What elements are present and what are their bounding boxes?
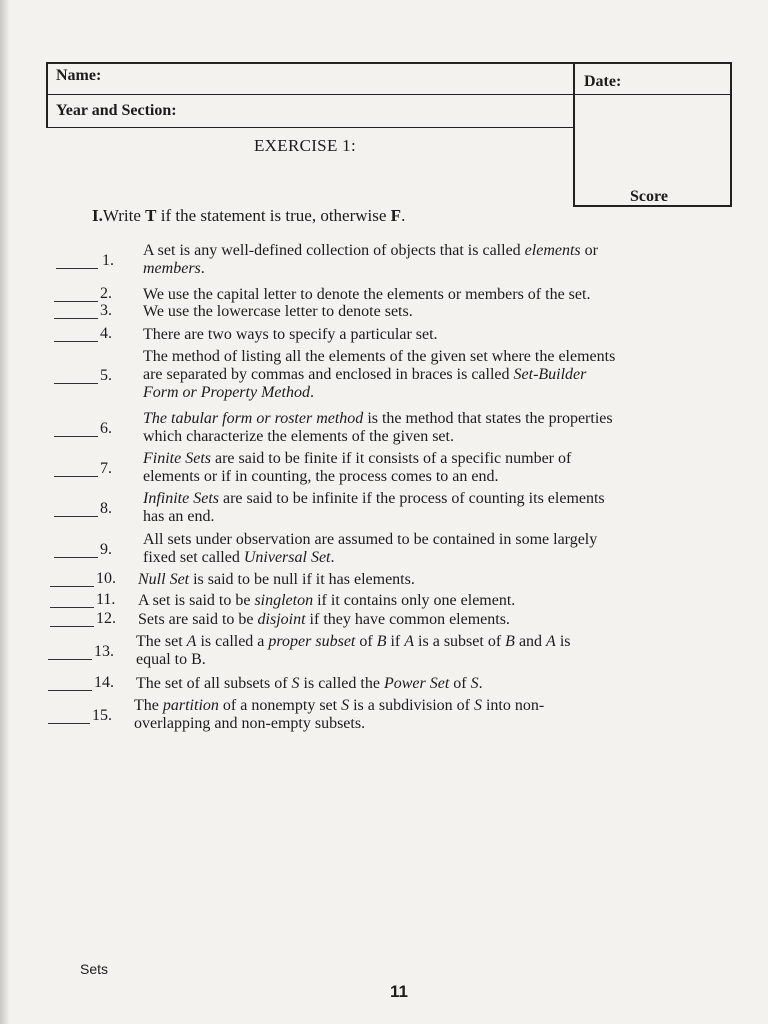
question-text-line: members. [143, 260, 205, 277]
italic-term: A [404, 633, 415, 650]
question-number: 14. [94, 674, 114, 691]
question-text-line: equal to B. [136, 651, 206, 668]
question-text [143, 286, 590, 304]
name-label: Name: [56, 67, 102, 84]
answer-blank[interactable] [50, 586, 94, 587]
instruction-t: T [145, 206, 157, 225]
answer-blank[interactable] [54, 341, 98, 342]
italic-term: members [143, 260, 201, 277]
instruction-prefix: I. [92, 206, 103, 225]
question-text-line: has an end. [143, 508, 215, 525]
header-top-border [46, 62, 732, 64]
question-text-line: The set A is called a proper subset of B if A is a subset of B and A is [136, 633, 571, 650]
italic-term: S [473, 697, 482, 714]
question-text [138, 571, 415, 589]
question-number: 7. [100, 460, 112, 477]
question-text [143, 348, 615, 402]
question-text-line: There are two ways to specify a particular set. [143, 326, 438, 343]
question-number: 5. [100, 367, 112, 384]
answer-blank[interactable] [54, 436, 98, 437]
header-box [46, 62, 732, 207]
question-number: 15. [92, 707, 112, 724]
instruction-text-1: Write [102, 206, 146, 225]
question-text-line: A set is any well-defined collection of objects that is called elements or [143, 242, 598, 259]
page-edge-shadow [0, 0, 10, 1024]
exercise-title: EXERCISE 1: [254, 136, 356, 155]
answer-blank[interactable] [54, 476, 98, 477]
question-number: 9. [100, 541, 112, 558]
italic-term: singleton [254, 592, 314, 609]
instruction-text-3: . [401, 206, 406, 225]
question-number: 10. [96, 570, 116, 587]
answer-blank[interactable] [50, 607, 94, 608]
question-text-line: overlapping and non-empty subsets. [134, 715, 366, 732]
question-text-line: We use the lowercase letter to denote sets. [143, 303, 413, 320]
answer-blank[interactable] [48, 659, 92, 660]
italic-term: B [505, 633, 515, 650]
answer-blank[interactable] [56, 268, 98, 269]
italic-term: A [186, 633, 197, 650]
header-right-border [730, 62, 732, 207]
question-text [143, 531, 597, 567]
answer-blank[interactable] [48, 690, 92, 691]
question-number: 11. [96, 591, 116, 608]
answer-blank[interactable] [54, 383, 98, 384]
question-text-line: The set of all subsets of S is called the Power Set of S. [136, 675, 483, 692]
question-number: 12. [96, 610, 116, 627]
footer-section-label: Sets [80, 961, 109, 977]
question-text-line: Finite Sets are said to be finite if it consists of a specific number of [143, 450, 572, 467]
question-number: 2. [100, 285, 112, 302]
date-label: Date: [584, 73, 622, 90]
answer-blank[interactable] [48, 723, 90, 724]
question-text-line: are separated by commas and enclosed in braces is called Set-Builder [143, 366, 587, 383]
question-text-line: All sets under observation are assumed to be contained in some largely [143, 531, 598, 548]
question-number: 13. [94, 643, 114, 660]
question-text-line: The tabular form or roster method is the method that states the properties [143, 410, 613, 427]
question-text [143, 303, 413, 321]
question-text [136, 675, 483, 693]
year-section-label: Year and Section: [56, 102, 177, 119]
date-column-divider [573, 62, 575, 207]
question-number: 6. [100, 420, 112, 437]
question-text-line: Null Set is said to be null if it has elements. [138, 571, 415, 588]
page-number: 11 [390, 982, 408, 1001]
instruction-line [92, 206, 405, 226]
question-text [143, 450, 571, 486]
question-text [138, 592, 515, 610]
name-row-divider [46, 94, 732, 95]
italic-term: Power Set [383, 675, 450, 692]
italic-term: Set-Builder [513, 366, 587, 383]
instruction-text-2: if the statement is true, otherwise [156, 206, 391, 225]
italic-term: Universal Set [243, 549, 331, 566]
question-text [143, 490, 605, 526]
question-text [143, 242, 598, 278]
italic-term: S [291, 675, 300, 692]
question-text-line: which characterize the elements of the given set. [143, 428, 454, 445]
italic-term: S [341, 697, 350, 714]
question-text-line: The method of listing all the elements of the given set where the elements [143, 348, 616, 365]
score-label: Score [630, 188, 668, 205]
question-number: 4. [100, 325, 112, 342]
question-text-line: A set is said to be singleton if it contains only one element. [138, 592, 516, 609]
question-text [134, 697, 544, 733]
answer-blank[interactable] [54, 318, 98, 319]
italic-term: Finite Sets [143, 450, 211, 467]
question-number: 3. [100, 302, 112, 319]
italic-term: proper subset [268, 633, 356, 650]
answer-blank[interactable] [54, 557, 98, 558]
italic-term: The tabular form or roster method [143, 410, 364, 427]
question-text-line: Infinite Sets are said to be infinite if the process of counting its elements [143, 490, 605, 507]
question-text [136, 633, 571, 669]
question-text-line: elements or if in counting, the process comes to an end. [143, 468, 499, 485]
question-text [143, 326, 438, 344]
question-text [143, 410, 613, 446]
question-number: 8. [100, 500, 112, 517]
italic-term: S [470, 675, 479, 692]
italic-term: Null Set [138, 571, 190, 588]
year-row-divider [46, 127, 574, 128]
question-text-line: Form or Property Method. [143, 384, 314, 401]
answer-blank[interactable] [54, 516, 98, 517]
question-text [138, 611, 510, 629]
question-text-line: We use the capital letter to denote the elements or members of the set. [143, 286, 591, 303]
question-text-line: The partition of a nonempty set S is a subdivision of S into non- [134, 697, 545, 714]
italic-term: A [546, 633, 556, 650]
instruction-f: F [390, 206, 402, 225]
question-text-line: Sets are said to be disjoint if they have common elements. [138, 611, 510, 628]
answer-blank[interactable] [54, 301, 98, 302]
italic-term: elements [524, 242, 581, 259]
question-number: 1. [102, 252, 114, 269]
italic-term: B [376, 633, 387, 650]
question-text-line: fixed set called Universal Set. [143, 549, 335, 566]
italic-term: Form or Property Method [143, 384, 310, 401]
italic-term: disjoint [257, 611, 306, 628]
italic-term: Infinite Sets [143, 490, 219, 507]
italic-term: partition [162, 697, 219, 714]
answer-blank[interactable] [50, 626, 94, 627]
